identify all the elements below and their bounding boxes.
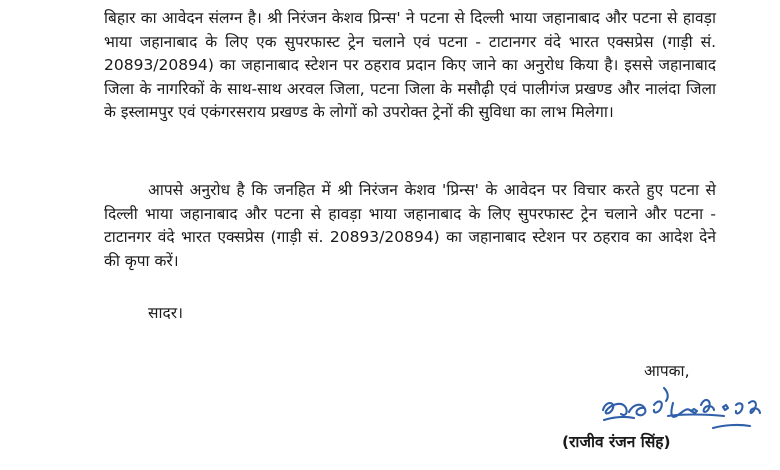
letter-paragraph-2: आपसे अनुरोध है कि जनहित में श्री निरंजन केशव 'प्रिन्स' के आवेदन पर विचार करते हुए पटना से दिल्ली भाया जहानाबाद और पटना से हावड़ा भाया जहानाबाद के लिए सुपरफास्ट ट्रेन चलाने और पटना - टाटानगर वंदे भारत एक्सप्रेस (गाड़ी सं. 20893/20894) का जहानाबाद स्टेशन पर ठहराव का आदेश देने की कृपा करें। — [104, 181, 716, 270]
yours-text: आपका, — [644, 362, 690, 380]
signatory-name: (राजीव रंजन सिंह) — [562, 433, 671, 451]
letter-paragraph-1: बिहार का आवेदन संलग्न है। श्री निरंजन केशव प्रिन्स' ने पटना से दिल्ली भाया जहानाबाद और पटना से हावड़ा भाया जहानाबाद के लिए एक सुपरफास्ट ट्रेन चलाने एवं पटना - टाटानगर वंदे भारत एक्सप्रेस (गाड़ी सं. 20893/20894) का जहानाबाद स्टेशन पर ठहराव प्रदान किए जाने का अनुरोध किया है। इससे जहानाबाद जिला के नागरिकों के साथ-साथ अरवल जिला, पटना जिला के मसौढ़ी एवं पालीगंज प्रखण्ड और नालंदा जिला के इस्लामपुर एवं एकंगरसराय प्रखण्ड के लोगों को उपरोक्त ट्रेनों की सुविधा का लाभ मिलेगा। — [104, 9, 716, 122]
closing-text: सादर। — [148, 304, 183, 322]
